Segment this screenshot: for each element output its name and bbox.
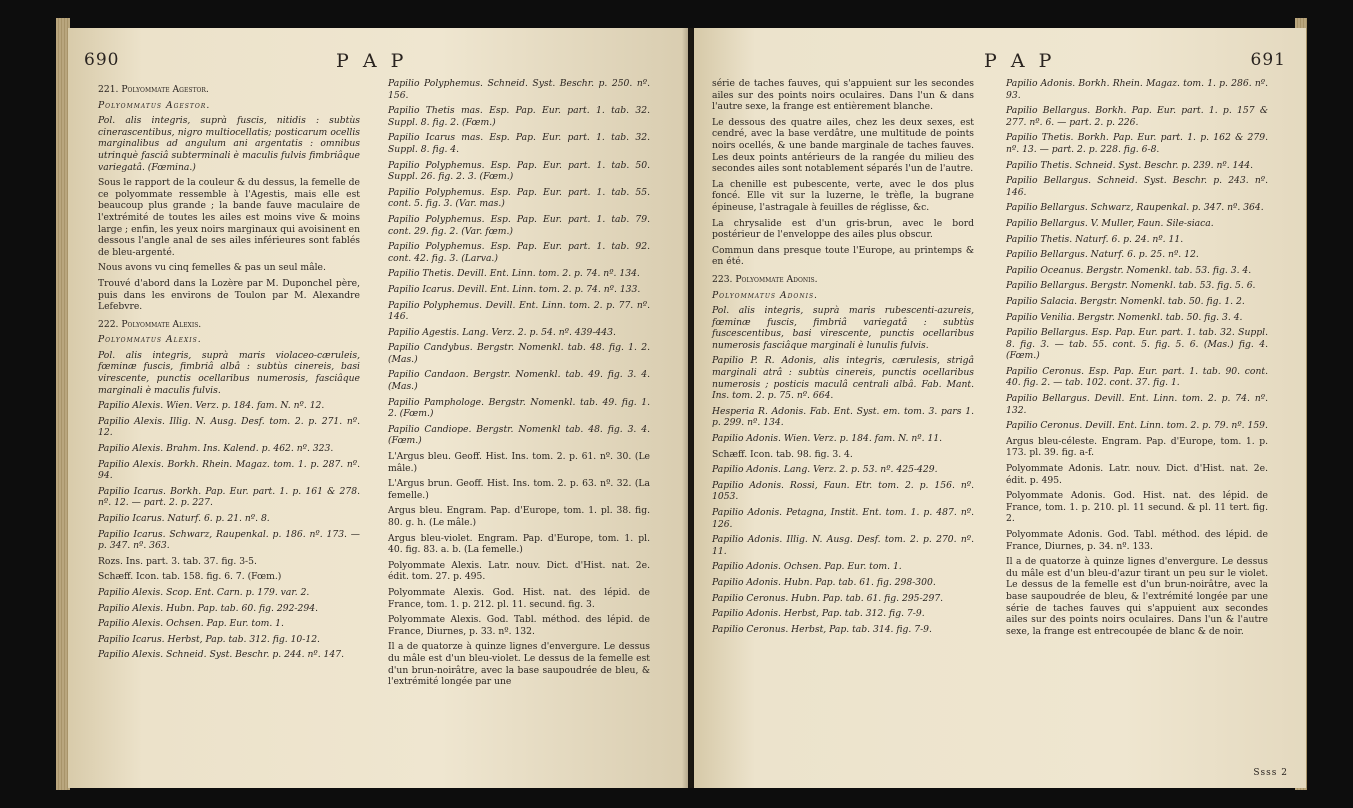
- text-paragraph: Papilio Adonis. Borkh. Rhein. Magaz. tom. 1. p. 286. nº. 93.: [1006, 78, 1268, 101]
- signature-mark: Ssss 2: [1253, 768, 1288, 778]
- text-paragraph: Trouvé d'abord dans la Lozère par M. Duponchel père, puis dans les environs de Toulon par M. Alexandre Lefebvre.: [98, 277, 360, 313]
- text-paragraph: Polyommate Adonis. God. Tabl. méthod. des lépid. de France, Diurnes, p. 34. nº. 133.: [1006, 529, 1268, 552]
- text-paragraph: Papilio Icarus. Borkh. Pap. Eur. part. 1. p. 161 & 278. nº. 12. — part. 2. p. 227.: [98, 485, 360, 509]
- text-paragraph: Papilio Adonis. Petagna, Instit. Ent. tom. 1. p. 487. nº. 126.: [712, 507, 974, 530]
- page-number-right: 691: [1250, 50, 1286, 70]
- text-paragraph: Papilio Alexis. Brahm. Ins. Kalend. p. 462. nº. 323.: [98, 443, 334, 455]
- right-column-2: [1006, 78, 1268, 641]
- running-head-right: [694, 50, 1306, 72]
- text-paragraph: Papilio Bellargus. Schneid. Syst. Beschr. p. 243. nº. 146.: [1006, 175, 1268, 198]
- left-page: [68, 28, 688, 788]
- text-paragraph: Papilio Icarus. Naturf. 6. p. 21. nº. 8.: [98, 513, 270, 524]
- text-paragraph: Il a de quatorze à quinze lignes d'envergure. Le dessus du mâle est d'un bleu-d'azur tirant un peu sur le violet. Le dessus de la femelle est d'un brun-noirâtre, avec la base saupoudrée de bleu, & l'extrémité longée par une série de taches fauves qui s'appuient aux secondes ailes sur des points noirs oculaires. Dans l'un & l'autre sexe, la frange est entrecoupée de blanc & de noir.: [1006, 556, 1268, 637]
- text-paragraph: Papilio Alexis. Scop. Ent. Carn. p. 179. var. 2.: [98, 586, 310, 598]
- text-paragraph: Papilio Alexis. Schneid. Syst. Beschr. p. 244. nº. 147.: [98, 649, 345, 661]
- text-paragraph: Polyommate Adonis. God. Hist. nat. des lépid. de France, tom. 1. p. 210. pl. 11 secund. & pl. 11 tert. fig. 2.: [1006, 490, 1268, 525]
- text-paragraph: 222. Polyommate Alexis.: [98, 318, 202, 330]
- text-paragraph: Papilio Alexis. Illig. N. Ausg. Desf. tom. 2. p. 271. nº. 12.: [98, 415, 360, 439]
- text-paragraph: Papilio Alexis. Hubn. Pap. tab. 60. fig. 292-294.: [98, 602, 318, 614]
- text-paragraph: Papilio Candiope. Bergstr. Nomenkl tab. 48. fig. 3. 4. (Fœm.): [388, 423, 650, 447]
- right-column-1: [712, 78, 974, 639]
- left-column-1: [98, 78, 360, 665]
- text-paragraph: Polyommate Alexis. God. Tabl. méthod. des lépid. de France, Diurnes, p. 33. nº. 132.: [388, 614, 650, 637]
- text-paragraph: Papilio Icarus mas. Esp. Pap. Eur. part. 1. tab. 32. Suppl. 8. fig. 4.: [388, 132, 650, 155]
- text-paragraph: Papilio Oceanus. Bergstr. Nomenkl. tab. 53. fig. 3. 4.: [1006, 264, 1252, 276]
- text-paragraph: Papilio Bellargus. Devill. Ent. Linn. tom. 2. p. 74. nº. 132.: [1006, 393, 1268, 416]
- text-paragraph: Polyommatus Alexis.: [98, 334, 202, 346]
- text-paragraph: Polyommate Alexis. Latr. nouv. Dict. d'Hist. nat. 2e. édit. tom. 27. p. 495.: [388, 559, 650, 583]
- text-paragraph: Papilio Pamphologe. Bergstr. Nomenkl. tab. 49. fig. 1. 2. (Fœm.): [388, 396, 650, 420]
- text-paragraph: Papilio Alexis. Ochsen. Pap. Eur. tom. 1.: [98, 618, 284, 630]
- text-paragraph: Papilio Polyphemus. Esp. Pap. Eur. part. 1. tab. 79. cont. 29. fig. 2. (Var. fœm.): [388, 213, 650, 237]
- text-paragraph: Papilio Icarus. Devill. Ent. Linn. tom. 2. p. 74. nº. 133.: [388, 283, 641, 295]
- text-paragraph: Papilio Bellargus. Borkh. Pap. Eur. part. 1. p. 157 & 277. nº. 6. — part. 2. p. 226.: [1006, 105, 1268, 128]
- text-paragraph: Papilio Adonis. Hubn. Pap. tab. 61. fig. 298-300.: [712, 576, 936, 588]
- text-paragraph: Papilio Adonis. Ochsen. Pap. Eur. tom. 1.: [712, 561, 902, 573]
- right-page: [694, 28, 1306, 788]
- text-paragraph: Papilio Adonis. Lang. Verz. 2. p. 53. nº. 425-429.: [712, 464, 938, 476]
- text-paragraph: Papilio Polyphemus. Esp. Pap. Eur. part. 1. tab. 55. cont. 5. fig. 3. (Var. mas.): [388, 186, 650, 210]
- text-paragraph: Papilio Bellargus. Bergstr. Nomenkl. tab. 53. fig. 5. 6.: [1006, 280, 1256, 292]
- text-paragraph: Papilio Alexis. Wien. Verz. p. 184. fam. N. nº. 12.: [98, 400, 325, 412]
- text-paragraph: Papilio P. R. Adonis, alis integris, cærulesis, strigâ marginali atrâ : subtùs cinereis, punctis ocellaribus numerosis ; posticis maculâ centrali albâ. Fab. Mant. Ins. tom. 2. p. 75. nº. 664.: [712, 355, 974, 402]
- text-paragraph: Polyommatus Adonis.: [712, 289, 818, 301]
- text-paragraph: 221. Polyommate Agestor.: [98, 84, 209, 95]
- text-paragraph: Polyommate Alexis. God. Hist. nat. des lépid. de France, tom. 1. p. 212. pl. 11. secund. fig. 3.: [388, 586, 650, 610]
- text-paragraph: Argus bleu-céleste. Engram. Pap. d'Europe, tom. 1. p. 173. pl. 39. fig. a-f.: [1006, 435, 1268, 459]
- text-paragraph: Papilio Salacia. Bergstr. Nomenkl. tab. 50. fig. 1. 2.: [1006, 295, 1245, 307]
- text-paragraph: Polyommatus Agestor.: [98, 99, 211, 111]
- text-paragraph: Papilio Candaon. Bergstr. Nomenkl. tab. 49. fig. 3. 4. (Mas.): [388, 369, 650, 393]
- running-head-right-word: P A P: [984, 50, 1056, 72]
- text-paragraph: Papilio Venilia. Bergstr. Nomenkl. tab. 50. fig. 3. 4.: [1006, 311, 1243, 323]
- text-paragraph: Papilio Adonis. Herbst, Pap. tab. 312. fig. 7-9.: [712, 608, 925, 620]
- text-paragraph: Papilio Polyphemus. Esp. Pap. Eur. part. 1. tab. 92. cont. 42. fig. 3. (Larva.): [388, 241, 650, 264]
- text-paragraph: Sous le rapport de la couleur & du dessus, la femelle de ce polyommate ressemble à l'Agestis, mais elle est beaucoup plus grande ; la bande fauve maculaire de l'extrémité de toutes les ailes est moins vive & moins large ; enfin, les yeux noirs marginaux qui avoisinent en dessous l'angle anal de ses ailes inférieures sont fablés de bleu-argenté.: [98, 177, 360, 258]
- text-paragraph: Pol. alis integris, suprà maris rubescenti-azureis, fœminæ fuscis, fimbriâ variegatâ : subtùs fuscescentibus, basi virescente, punctis ocellaribus numerosis fasciâque marginali è lunulis fulvis.: [712, 305, 974, 351]
- text-paragraph: Papilio Ceronus. Esp. Pap. Eur. part. 1. tab. 90. cont. 40. fig. 2. — tab. 102. cont. 37. fig. 1.: [1006, 365, 1268, 389]
- text-paragraph: Papilio Alexis. Borkh. Rhein. Magaz. tom. 1. p. 287. nº. 94.: [98, 458, 360, 482]
- running-head-left-word: P A P: [336, 50, 408, 72]
- text-paragraph: Papilio Ceronus. Devill. Ent. Linn. tom. 2. p. 79. nº. 159.: [1006, 420, 1268, 432]
- text-paragraph: Pol. alis integris, suprà fuscis, nitidis : subtùs cinerascentibus, nigro multiocellatis; posticarum ocellis marginalibus ad angulum ani argentatis : omnibus utrinquè fasciâ subterminali è maculis fulvis fimbriâque variegatâ. (Fœmina.): [98, 115, 360, 173]
- text-paragraph: La chenille est pubescente, verte, avec le dos plus foncé. Elle vit sur la luzerne, le trèfle, la bugrane épineuse, l'astragale à feuilles de réglisse, &c.: [712, 178, 974, 213]
- text-paragraph: Nous avons vu cinq femelles & pas un seul mâle.: [98, 262, 326, 274]
- text-paragraph: Papilio Thetis. Schneid. Syst. Beschr. p. 239. nº. 144.: [1006, 159, 1253, 171]
- text-paragraph: Papilio Adonis. Illig. N. Ausg. Desf. tom. 2. p. 270. nº. 11.: [712, 534, 974, 557]
- text-paragraph: Commun dans presque toute l'Europe, au printemps & en été.: [712, 244, 974, 268]
- text-paragraph: Polyommate Adonis. Latr. nouv. Dict. d'Hist. nat. 2e. édit. p. 495.: [1006, 463, 1268, 486]
- text-paragraph: Schæff. Icon. tab. 98. fig. 3. 4.: [712, 448, 853, 460]
- text-paragraph: Papilio Thetis. Naturf. 6. p. 24. nº. 11.: [1006, 233, 1184, 245]
- text-paragraph: Hesperia R. Adonis. Fab. Ent. Syst. em. tom. 3. pars 1. p. 299. nº. 134.: [712, 405, 974, 429]
- text-paragraph: Argus bleu-violet. Engram. Pap. d'Europe, tom. 1. pl. 40. fig. 83. a. b. (La femelle.): [388, 532, 650, 556]
- page-number-left: 690: [84, 50, 120, 70]
- text-paragraph: Papilio Ceronus. Hubn. Pap. tab. 61. fig. 295-297.: [712, 592, 944, 604]
- text-paragraph: Pol. alis integris, suprà maris violaceo-cæruleis, fœminæ fuscis, fimbriâ albâ : subtùs cinereis, basi virescente, punctis ocellaribus numerosis, fasciâque marginali è maculis fulvis.: [98, 349, 360, 396]
- text-paragraph: Papilio Bellargus. Naturf. 6. p. 25. nº. 12.: [1006, 249, 1199, 261]
- text-paragraph: Papilio Bellargus. Esp. Pap. Eur. part. 1. tab. 32. Suppl. 8. fig. 3. — tab. 55. cont. 5. fig. 5. 6. (Mas.) fig. 4. (Fœm.): [1006, 327, 1268, 362]
- text-paragraph: Papilio Thetis. Devill. Ent. Linn. tom. 2. p. 74. nº. 134.: [388, 268, 640, 280]
- left-column-2: [388, 78, 650, 692]
- text-paragraph: Papilio Polyphemus. Devill. Ent. Linn. tom. 2. p. 77. nº. 146.: [388, 299, 650, 323]
- text-paragraph: Papilio Bellargus. Schwarz, Raupenkal. p. 347. nº. 364.: [1006, 202, 1264, 214]
- text-paragraph: Schæff. Icon. tab. 158. fig. 6. 7. (Fœm.): [98, 571, 282, 583]
- text-paragraph: Papilio Polyphemus. Esp. Pap. Eur. part. 1. tab. 50. Suppl. 26. fig. 2. 3. (Fœm.): [388, 159, 650, 183]
- text-paragraph: La chrysalide est d'un gris-brun, avec le bord postérieur de l'enveloppe des ailes plus obscur.: [712, 217, 974, 241]
- text-paragraph: L'Argus bleu. Geoff. Hist. Ins. tom. 2. p. 61. nº. 30. (Le mâle.): [388, 451, 650, 474]
- text-paragraph: Papilio Ceronus. Herbst, Pap. tab. 314. fig. 7-9.: [712, 623, 932, 635]
- text-paragraph: Papilio Icarus. Schwarz, Raupenkal. p. 186. nº. 173. — p. 347. nº. 363.: [98, 528, 360, 552]
- text-paragraph: Rozs. Ins. part. 3. tab. 37. fig. 3-5.: [98, 555, 257, 567]
- text-paragraph: Papilio Bellargus. V. Muller, Faun. Sile-siaca.: [1006, 217, 1214, 229]
- text-paragraph: L'Argus brun. Geoff. Hist. Ins. tom. 2. p. 63. nº. 32. (La femelle.): [388, 478, 650, 501]
- text-paragraph: Papilio Agestis. Lang. Verz. 2. p. 54. nº. 439-443.: [388, 326, 616, 338]
- text-paragraph: 223. Polyommate Adonis.: [712, 273, 818, 285]
- text-paragraph: Papilio Adonis. Rossi, Faun. Etr. tom. 2. p. 156. nº. 1053.: [712, 479, 974, 503]
- text-paragraph: série de taches fauves, qui s'appuient sur les secondes ailes sur des points noirs oculaires. Dans l'un & dans l'autre sexe, la frange est entièrement blanche.: [712, 78, 974, 113]
- text-paragraph: Papilio Candybus. Bergstr. Nomenkl. tab. 48. fig. 1. 2. (Mas.): [388, 342, 650, 365]
- text-paragraph: Le dessous des quatre ailes, chez les deux sexes, est cendré, avec la base verdâtre, une multitude de points noirs ocellés, & une bande marginale de taches fauves. Les deux points antérieurs de la rangée du milieu des secondes ailes sont notablement séparés l'un de l'autre.: [712, 116, 974, 175]
- text-paragraph: Il a de quatorze à quinze lignes d'envergure. Le dessus du mâle est d'un bleu-violet. Le dessus de la femelle est d'un brun-noirâtre, avec la base saupoudrée de bleu, & l'extrémité longée par une: [388, 641, 650, 688]
- running-head-left: [68, 50, 688, 72]
- text-paragraph: Papilio Thetis. Borkh. Pap. Eur. part. 1. p. 162 & 279. nº. 13. — part. 2. p. 228. fig. 6-8.: [1006, 132, 1268, 155]
- text-paragraph: Argus bleu. Engram. Pap. d'Europe, tom. 1. pl. 38. fig. 80. g. h. (Le mâle.): [388, 505, 650, 528]
- text-paragraph: Papilio Thetis mas. Esp. Pap. Eur. part. 1. tab. 32. Suppl. 8. fig. 2. (Fœm.): [388, 105, 650, 128]
- text-paragraph: Papilio Adonis. Wien. Verz. p. 184. fam. N. nº. 11.: [712, 433, 943, 445]
- text-paragraph: Papilio Polyphemus. Schneid. Syst. Beschr. p. 250. nº. 156.: [388, 78, 650, 101]
- text-paragraph: Papilio Icarus. Herbst, Pap. tab. 312. fig. 10-12.: [98, 633, 320, 645]
